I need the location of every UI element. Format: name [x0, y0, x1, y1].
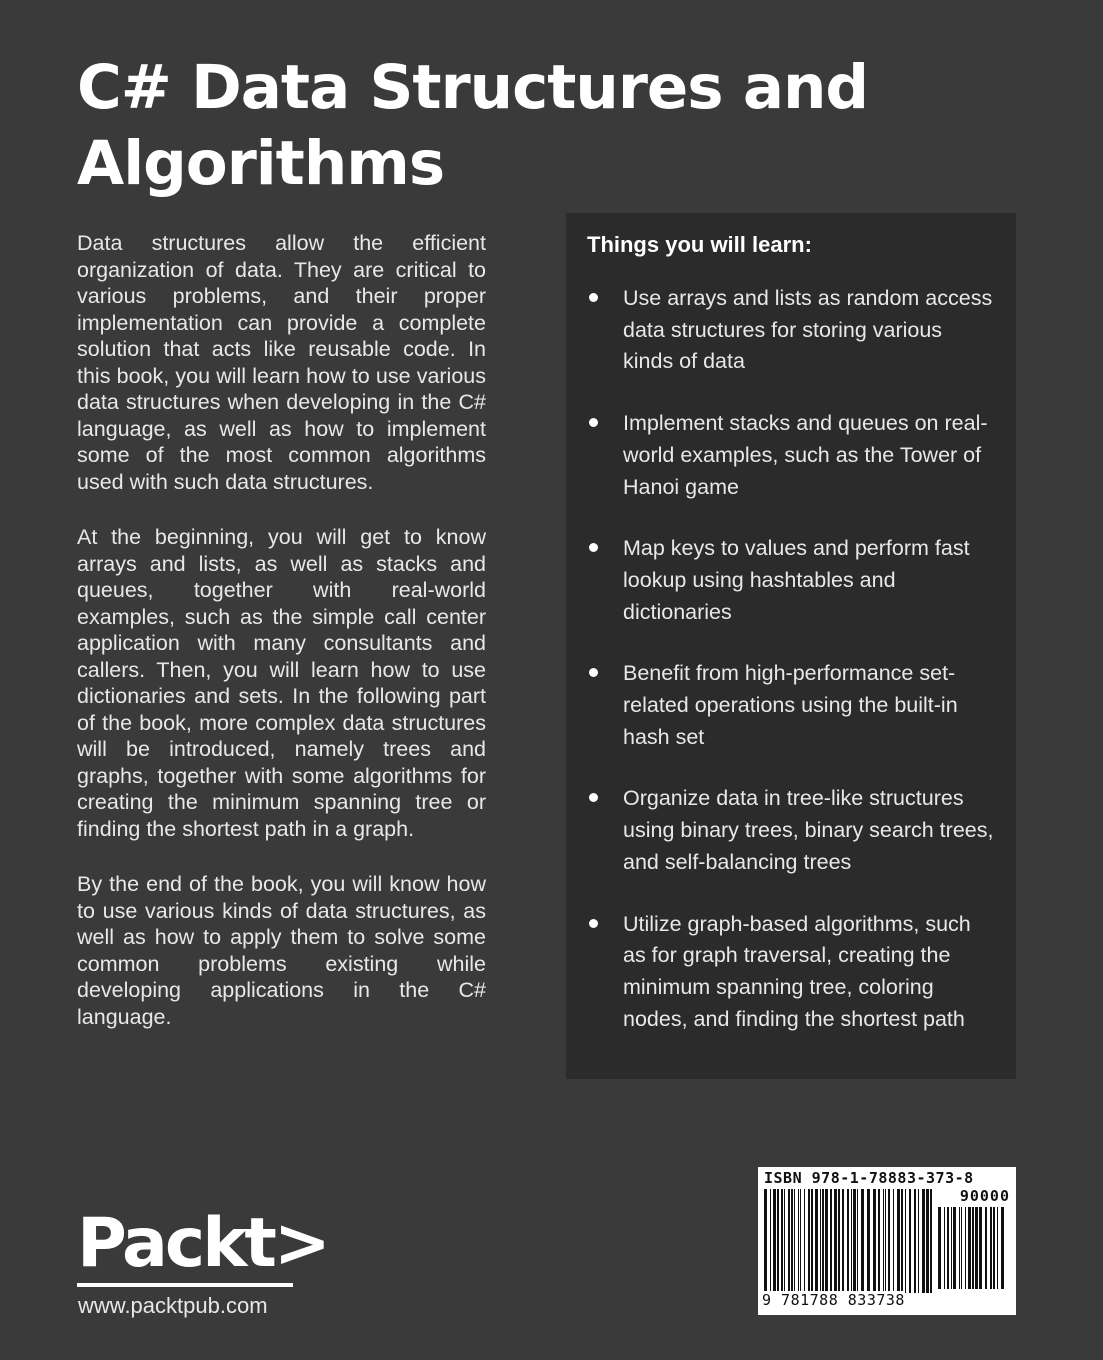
barcode-bar — [842, 1189, 844, 1293]
barcode-bar — [961, 1207, 962, 1289]
barcode-bar — [798, 1189, 799, 1293]
bullet-icon — [589, 293, 598, 302]
barcode-bar — [804, 1189, 805, 1293]
barcode-bar — [777, 1189, 779, 1293]
description-paragraph: At the beginning, you will get to know arrays and lists, as well as stacks and queues, together with real-world examples, such as the simple call center application with many consultants and callers. Then, you will learn how to use dictionaries and sets. In the following part of the book, more complex data structures will be introduced, namely trees and graphs, together with some algorithms for creating the minimum spanning tree or finding the shortest path in a graph. — [77, 525, 486, 841]
barcode-bar — [830, 1189, 832, 1293]
packt-logo-text: Packt> — [77, 1204, 328, 1283]
barcode-bar — [811, 1189, 813, 1293]
barcode-bar — [794, 1189, 795, 1293]
barcode-bar — [784, 1189, 785, 1293]
barcode-bar — [781, 1189, 783, 1293]
barcode-bar — [822, 1189, 824, 1293]
list-item — [587, 783, 996, 878]
list-item-text: Utilize graph-based algorithms, such as for graph traversal, creating the minimum spanning tree, coloring nodes, and finding the shortest path — [623, 911, 971, 1031]
barcode-bar — [820, 1189, 821, 1293]
barcode-bar — [861, 1189, 864, 1293]
price-barcode-bars-icon — [938, 1207, 1008, 1289]
barcode-bar — [853, 1189, 856, 1293]
list-item — [587, 909, 996, 1036]
publisher-url[interactable]: www.packtpub.com — [78, 1293, 268, 1318]
barcode-bar — [834, 1189, 837, 1293]
barcode-bar — [947, 1207, 949, 1289]
list-item — [587, 283, 996, 378]
list-item-text: Use arrays and lists as random access data structures for storing various kinds of data — [623, 286, 993, 374]
learn-heading: Things you will learn: — [587, 232, 812, 257]
barcode-bar — [893, 1189, 894, 1293]
barcode-bar — [847, 1189, 849, 1293]
barcode-bar — [990, 1207, 992, 1289]
list-item-text: Benefit from high-performance set-related operations using the built-in hash set — [623, 661, 958, 749]
barcode-bar — [959, 1207, 960, 1289]
list-item-text: Map keys to values and perform fast lookup using hashtables and dictionaries — [623, 536, 970, 624]
barcode-bar — [905, 1189, 906, 1293]
barcode-bar — [914, 1189, 916, 1293]
barcode-bar — [808, 1189, 810, 1293]
packt-logo — [77, 1204, 328, 1290]
list-item — [587, 658, 996, 753]
description-paragraph: By the end of the book, you will know how to use various kinds of data structures, as well as how to apply them to solve some common problems existing while developing applications in the C# language. — [77, 872, 486, 1029]
learn-list — [587, 283, 996, 1035]
barcode-bar — [918, 1189, 919, 1293]
barcode-bar — [968, 1207, 971, 1289]
barcode-bar — [878, 1189, 880, 1293]
barcode-bar — [944, 1207, 945, 1289]
barcode-bar — [788, 1189, 790, 1293]
barcode — [758, 1167, 1016, 1315]
book-description — [77, 230, 486, 1059]
barcode-bar — [997, 1207, 998, 1289]
bullet-icon — [589, 418, 598, 427]
list-item — [587, 408, 996, 503]
barcode-bar — [979, 1207, 982, 1289]
list-item-text: Implement stacks and queues on real-world examples, such as the Tower of Hanoi game — [623, 411, 988, 499]
barcode-bar — [851, 1189, 852, 1293]
bullet-icon — [589, 919, 598, 928]
barcode-bar — [972, 1207, 974, 1289]
barcode-digits: 9 781788 833738 — [762, 1291, 905, 1309]
barcode-bar — [901, 1189, 903, 1293]
price-code: 90000 — [959, 1187, 1010, 1205]
barcode-bar — [885, 1189, 886, 1293]
barcode-bar — [926, 1189, 929, 1293]
learn-box — [566, 213, 1016, 1079]
barcode-bar — [897, 1189, 900, 1293]
book-title: C# Data Structures and Algorithms — [77, 52, 869, 199]
barcode-bar — [800, 1189, 801, 1293]
barcode-bar — [825, 1189, 828, 1293]
barcode-bar — [965, 1207, 966, 1289]
barcode-bar — [770, 1189, 771, 1293]
isbn-text: ISBN 978-1-78883-373-8 — [764, 1169, 974, 1187]
list-item — [587, 533, 996, 628]
bullet-icon — [589, 668, 598, 677]
barcode-bar — [938, 1207, 941, 1289]
barcode-bar — [930, 1189, 932, 1293]
logo-underline — [77, 1283, 293, 1287]
barcode-bar — [985, 1207, 987, 1289]
barcode-bar — [953, 1207, 956, 1289]
barcode-bar — [909, 1189, 911, 1293]
barcode-bar — [873, 1189, 876, 1293]
barcode-bar — [922, 1189, 925, 1293]
barcode-bar — [951, 1207, 952, 1289]
barcode-bar — [815, 1189, 818, 1293]
barcode-bar — [888, 1189, 890, 1293]
description-paragraph: Data structures allow the efficient organization of data. They are critical to various problems, and their proper implementation can provide a complete solution that acts like reusable code. In this book, you will learn how to use various data structures when developing in the C# language, as well as how to implement some of the most common algorithms used with such data structures. — [77, 231, 486, 494]
list-item-text: Organize data in tree-like structures using binary trees, binary search trees, and self-balancing trees — [623, 786, 994, 874]
barcode-bar — [975, 1207, 978, 1289]
barcode-bar — [1001, 1207, 1004, 1289]
barcode-bars-icon — [764, 1189, 936, 1293]
barcode-bar — [867, 1189, 870, 1293]
barcode-bar — [791, 1189, 793, 1293]
barcode-bar — [993, 1207, 995, 1289]
bullet-icon — [589, 793, 598, 802]
barcode-bar — [773, 1189, 776, 1293]
barcode-bar — [857, 1189, 858, 1293]
barcode-bar — [764, 1189, 767, 1293]
barcode-bar — [838, 1189, 840, 1293]
barcode-bar — [883, 1189, 884, 1293]
bullet-icon — [589, 543, 598, 552]
